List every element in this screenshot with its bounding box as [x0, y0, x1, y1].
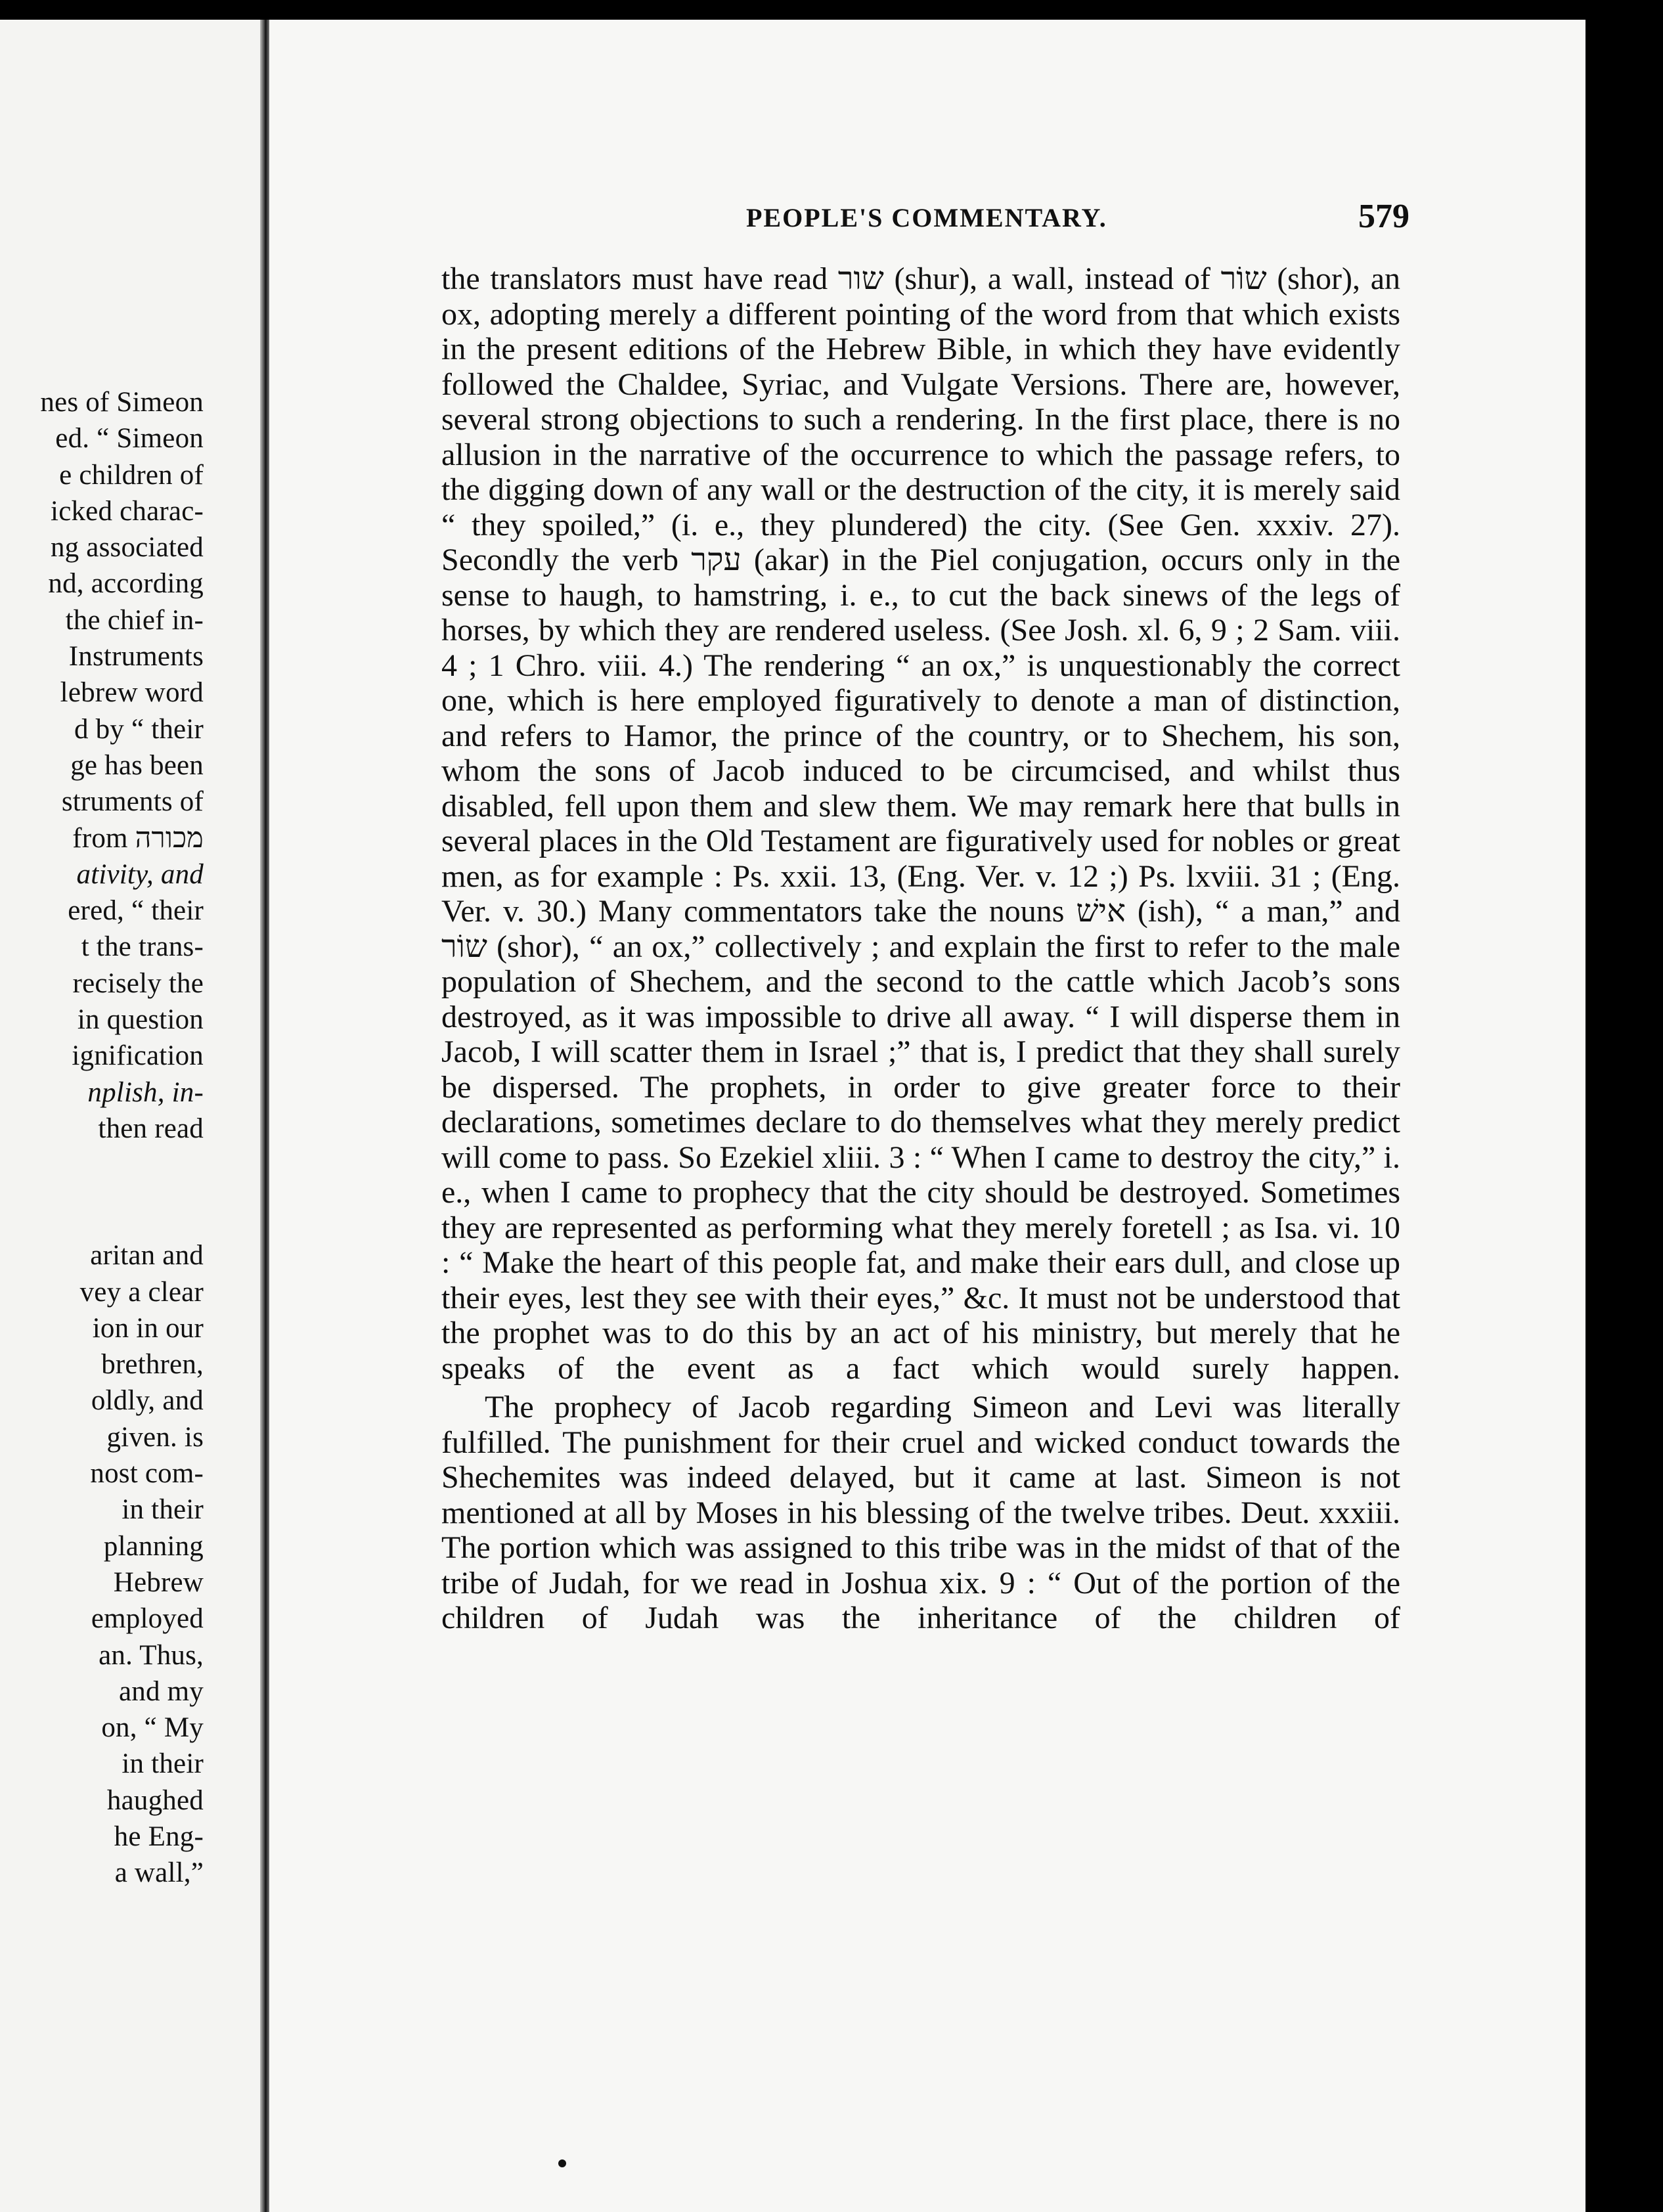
- left-line: struments of: [61, 786, 204, 818]
- left-line: recisely the: [72, 967, 204, 999]
- left-line: the chief in-: [65, 604, 204, 636]
- left-page-text: [40, 384, 204, 1891]
- left-line: t the trans-: [81, 931, 204, 963]
- left-line: oldly, and: [91, 1385, 204, 1417]
- left-line: he Eng-: [114, 1821, 204, 1852]
- left-line: nes of Simeon: [40, 387, 204, 418]
- left-line: nost com-: [90, 1458, 204, 1490]
- left-line: haughed: [106, 1784, 204, 1816]
- left-line: nplish, in-: [87, 1076, 204, 1108]
- left-facing-page: [0, 20, 264, 2212]
- left-line: a wall,”: [114, 1857, 204, 1889]
- scan-right-edge: [1585, 0, 1663, 2212]
- left-line: aritan and: [90, 1240, 204, 1272]
- right-page: [269, 20, 1663, 2212]
- paragraph: The prophecy of Jacob regarding Simeon and Levi was literally fulfilled. The punishment for their cruel and wicked conduct towards the Shechemites was indeed delayed, but it came at last. Simeon is not mentioned at all by Moses in his blessing of the twelve tribes. Deut. xxxiii. The portion which was assigned to this tribe was in the midst of that of the tribe of Judah, for we read in Joshua xix. 9 : “ Out of the portion of the children of Judah was the inheritance of the children of: [441, 1390, 1400, 1635]
- left-line: ered, “ their: [68, 895, 204, 927]
- left-line: given. is: [106, 1421, 204, 1453]
- left-line: in their: [122, 1494, 204, 1526]
- left-line: employed: [91, 1603, 204, 1635]
- left-line: vey a clear: [79, 1276, 204, 1308]
- book-gutter: [260, 20, 269, 2212]
- left-line: then read: [98, 1113, 204, 1144]
- left-line: ed. “ Simeon: [55, 423, 204, 454]
- left-line: in their: [122, 1748, 204, 1780]
- left-line: Hebrew: [113, 1566, 204, 1598]
- running-header: PEOPLE'S COMMENTARY.: [746, 203, 1107, 232]
- paragraph: the translators must have read שור (shur), a wall, instead of שוֹר (shor), an ox, adopting merely a different pointing of the word from that which exists in the present editions of the Hebrew Bible, in which they have evidently followed the Chaldee, Syriac, and Vulgate Versions. There are, however, several strong objections to such a rendering. In the first place, there is no allusion in the narrative of the occurrence to which the passage refers, to the digging down of any wall or the destruction of the city, it is merely said “ they spoiled,” (i. e., they plundered) the city. (See Gen. xxxiv. 27). Secondly the verb עקר (akar) in the Piel conjugation, occurs only in the sense to haugh, to hamstring, i. e., to cut the back sinews of the legs of horses, by which they are rendered useless. (See Josh. xl. 6, 9 ; 2 Sam. viii. 4 ; 1 Chro. viii. 4.) The rendering “ an ox,” is unquestionably the correct one, which is here employed figuratively to denote a man of distinction, and refers to Hamor, the prince of the country, or to Shechem, his son, whom the sons of Jacob induced to be circumcised, and whilst thus disabled, fell upon them and slew them. We may remark here that bulls in several places in the Old Testament are figuratively used for nobles or great men, as for example : Ps. xxii. 13, (Eng. Ver. v. 12 ;) Ps. lxviii. 31 ; (Eng. Ver. v. 30.) Many commentators take the nouns אישׁ (ish), “ a man,” and שוֹר (shor), “ an ox,” collectively ; and explain the first to refer to the male population of Shechem, and the second to the cattle which Jacob’s sons destroyed, as it was impossible to drive all away. “ I will disperse them in Jacob, I will scatter them in Israel ;” that is, I predict that they shall surely be dispersed. The prophets, in order to give greater force to their declarations, sometimes declare to do themselves what they merely predict will come to pass. So Ezekiel xliii. 3 : “ When I came to destroy the city,” i. e., when I came to prophecy that the city should be destroyed. Sometimes they are represented as performing what they merely foretell ; as Isa. vi. 10 : “ Make the heart of this people fat, and make their ears dull, and close up their eyes, lest they see with their eyes,” &c. It must not be understood that the prophet was to do this by an act of his ministry, but merely that he speaks of the event as a fact which would surely happen.: [441, 261, 1401, 1386]
- left-line: ion in our: [92, 1312, 204, 1344]
- body-text: [441, 261, 1400, 1636]
- left-line: on, “ My: [101, 1712, 204, 1744]
- left-line: an. Thus,: [99, 1639, 204, 1671]
- left-line: planning: [103, 1530, 204, 1562]
- left-line: ge has been: [70, 749, 204, 781]
- left-line: d by “ their: [74, 713, 204, 745]
- page-number: 579: [1358, 198, 1409, 235]
- left-line: nd, according: [48, 568, 204, 600]
- print-speck: [558, 2159, 566, 2167]
- left-line: and my: [119, 1675, 204, 1707]
- left-line: lebrew word: [60, 677, 204, 709]
- left-line: Instruments: [68, 641, 204, 673]
- left-line: in question: [77, 1004, 204, 1036]
- left-line: from מכורה: [72, 822, 204, 854]
- left-line: brethren,: [101, 1349, 204, 1381]
- left-line: icked charac-: [51, 495, 204, 527]
- left-line: ativity, and: [76, 858, 204, 890]
- left-line: ignification: [72, 1040, 204, 1072]
- left-line: ng associated: [50, 532, 204, 564]
- left-line: e children of: [59, 459, 204, 491]
